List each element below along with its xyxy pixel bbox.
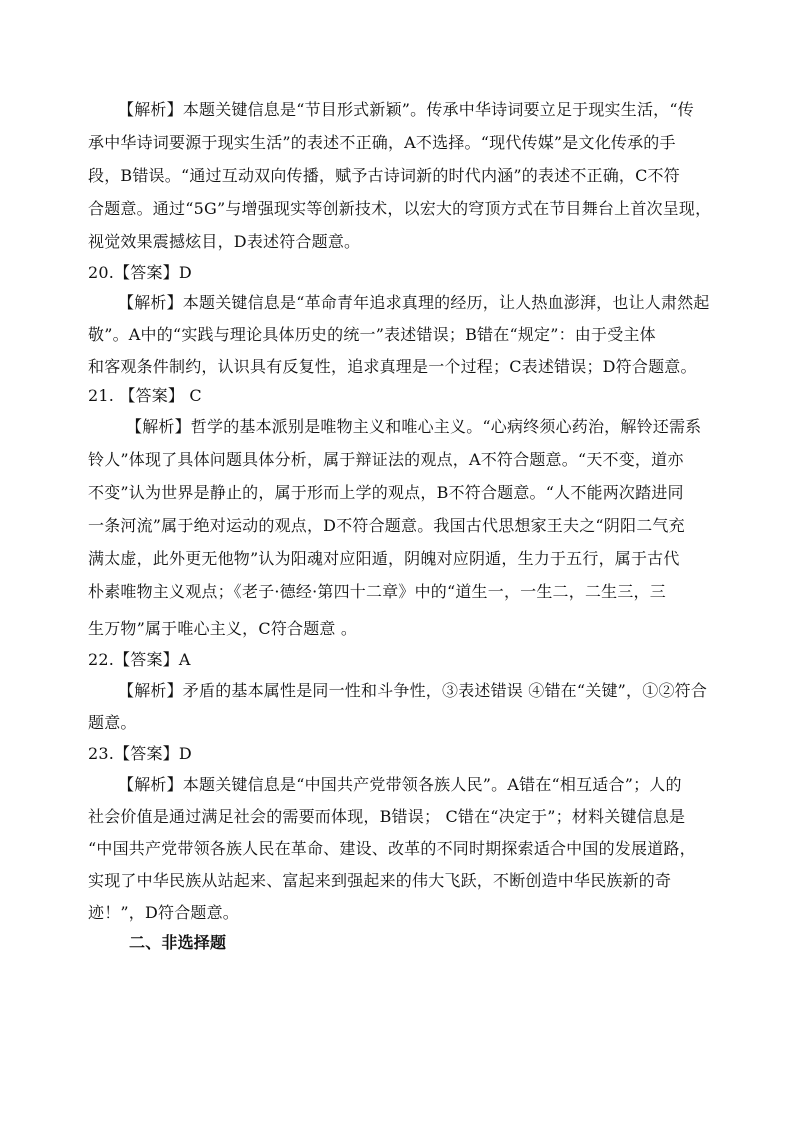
text-line: 段，B错误。“通过互动双向传播，赋予古诗词新的时代内涵”的表述不正确，C不符 [88,166,680,185]
answer-line: 23.【答案】D [88,744,192,763]
section-heading: 二、非选择题 [129,933,227,952]
text-line: 题意。 [88,713,137,732]
text-line: 合题意。通过“5G”与增强现实等创新技术，以宏大的穹顶方式在节目舞台上首次呈现， [88,199,712,218]
answer-line: 22.【答案】A [88,650,191,669]
text-line: 敬”。A中的“实践与理论具体历史的统一”表述错误；B错在“规定”：由于受主体 [88,325,656,344]
text-line: 满太虚，此外更无他物”认为阳魂对应阳遁，阴魄对应阴遁，生力于五行，属于古代 [88,549,680,568]
text-line: 【解析】哲学的基本派别是唯物主义和唯心主义。“心病终须心药治，解铃还需系 [126,417,702,436]
text-line: “中国共产党带领各族人民在革命、建设、改革的不同时期探索适合中国的发展道路， [88,839,696,858]
text-line: 视觉效果震撼炫目，D表述符合题意。 [88,232,361,251]
text-line: 和客观条件制约，认识具有反复性，追求真理是一个过程；C表述错误；D符合题意。 [88,357,697,376]
text-line: 社会价值是通过满足社会的需要而体现，B错误； C错在“决定于”；材料关键信息是 [88,807,686,826]
text-line: 【解析】本题关键信息是“中国共产党带领各族人民”。A错在“相互适合”；人的 [118,775,682,794]
text-line: 【解析】本题关键信息是“革命青年追求真理的经历，让人热血澎湃，也让人肃然起 [118,293,710,312]
text-line: 【解析】本题关键信息是“节目形式新颖”。传承中华诗词要立足于现实生活，“传 [118,100,694,119]
text-line: 一条河流”属于绝对运动的观点，D不符合题意。我国古代思想家王夫之“阴阳二气充 [88,516,685,535]
text-line: 不变”认为世界是静止的，属于形而上学的观点，B不符合题意。“人不能两次踏进同 [88,483,684,502]
text-line: 实现了中华民族从站起来、富起来到强起来的伟大飞跃，不断创造中华民族新的奇 [88,871,672,890]
answer-line: 21. 【答案】 C [88,386,202,405]
text-line: 承中华诗词要源于现实生活”的表述不正确，A不选择。“现代传媒”是文化传承的手 [88,133,676,152]
text-line: 生万物”属于唯心主义，C符合题意 。 [88,619,358,638]
text-line: 【解析】矛盾的基本属性是同一性和斗争性，③表述错误 ④错在“关键”，①②符合 [118,681,708,700]
text-line: 迹！”，D符合题意。 [88,903,240,922]
text-line: 铃人”体现了具体问题具体分析，属于辩证法的观点，A不符合题意。“天不变，道亦 [88,450,684,469]
text-line: 朴素唯物主义观点；《老子·德经·第四十二章》中的“道生一，一生二，二生三，三 [88,582,666,601]
answer-line: 20.【答案】D [88,263,192,282]
